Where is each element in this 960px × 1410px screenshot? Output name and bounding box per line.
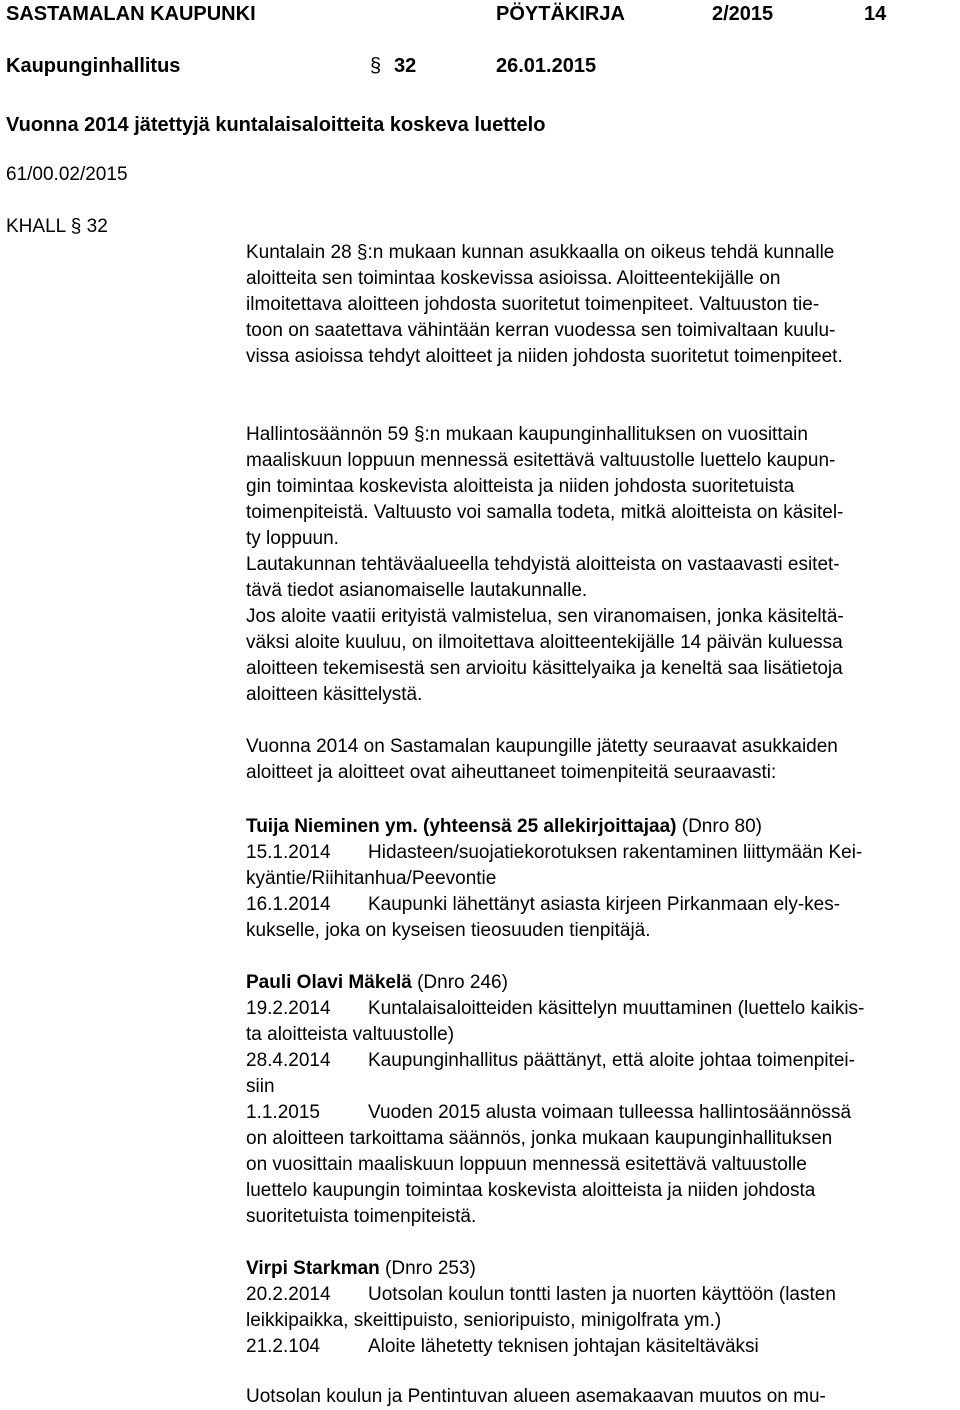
entry-date: 15.1.2014: [246, 842, 331, 863]
text-line: Hallintosäännön 59 §:n mukaan kaupunginhallituksen on vuosittain: [246, 424, 808, 445]
initiative-entry: [246, 1048, 855, 1074]
entry-date: 1.1.2015: [246, 1102, 320, 1123]
file-number: 61/00.02/2015: [6, 164, 128, 185]
section-number: 32: [394, 55, 417, 77]
entry-date: 20.2.2014: [246, 1284, 331, 1305]
entry-text: Aloite lähetetty teknisen johtajan käsiteltäväksi: [368, 1336, 759, 1357]
text-line: aloitteet ja aloitteet ovat aiheuttaneet toimenpiteitä seuraavasti:: [246, 762, 777, 783]
text-line: vissa asioissa tehdyt aloitteet ja niiden johdosta suoritetut toimenpiteet.: [246, 346, 843, 367]
doc-number: 2/2015: [712, 3, 774, 25]
initiative-author: Tuija Nieminen ym. (yhteensä 25 allekirjoittajaa): [246, 816, 677, 837]
text-line: Kuntalain 28 §:n mukaan kunnan asukkaalla on oikeus tehdä kunnalle: [246, 242, 835, 263]
text-line: gin toimintaa koskevista aloitteista ja niiden johdosta suoritetuista: [246, 476, 795, 497]
case-reference: [6, 216, 108, 238]
text-line: Lautakunnan tehtäväalueella tehdyistä aloitteista on vastaavasti esitet-: [246, 554, 840, 575]
meeting-body: Kaupunginhallitus: [6, 55, 181, 77]
text-line: Jos aloite vaatii erityistä valmistelua, sen viranomaisen, jonka käsiteltä-: [246, 606, 844, 627]
initiative-dnro: (Dnro 253): [379, 1258, 476, 1279]
entry-text: Kuntalaisaloitteiden käsittelyn muuttaminen (luettelo kaikis-: [368, 998, 865, 1019]
entry-continuation: on aloitteen tarkoittama säännös, jonka mukaan kaupunginhallituksen: [246, 1128, 833, 1149]
entry-text: Uotsolan koulun tontti lasten ja nuorten käyttöön (lasten: [368, 1284, 836, 1305]
initiative-dnro: (Dnro 80): [676, 816, 762, 837]
entry-date: 16.1.2014: [246, 894, 331, 915]
text-line: Vuonna 2014 on Sastamalan kaupungille jätetty seuraavat asukkaiden: [246, 736, 838, 757]
entry-date: 28.4.2014: [246, 1050, 331, 1071]
initiative-dnro: (Dnro 246): [411, 972, 508, 993]
initiative-author: Pauli Olavi Mäkelä: [246, 972, 412, 993]
entry-text: Kaupunginhallitus päättänyt, että aloite johtaa toimenpitei-: [368, 1050, 855, 1071]
text-line: ty loppuun.: [246, 528, 339, 549]
meeting-date: 26.01.2015: [496, 55, 597, 77]
initiative-entry: [246, 840, 862, 866]
text-line: toimenpiteistä. Valtuusto voi samalla todeta, mitkä aloitteista on käsitel-: [246, 502, 844, 523]
entry-continuation: suoritetuista toimenpiteistä.: [246, 1206, 477, 1227]
entry-continuation: siin: [246, 1076, 275, 1097]
trailing-text: Uotsolan koulun ja Pentintuvan alueen asemakaavan muutos on mu-: [246, 1386, 826, 1407]
initiative-heading: [246, 1256, 476, 1282]
entry-continuation: kyäntie/Riihitanhua/Peevontie: [246, 868, 497, 889]
case-body: KHALL: [6, 216, 66, 237]
text-line: väksi aloite kuuluu, on ilmoitettava aloitteentekijälle 14 päivän kuluessa: [246, 632, 843, 653]
entry-text: Hidasteen/suojatiekorotuksen rakentaminen liittymään Kei-: [368, 842, 863, 863]
entry-continuation: kukselle, joka on kyseisen tieosuuden tienpitäjä.: [246, 920, 651, 941]
entry-date: 21.2.104: [246, 1336, 320, 1357]
doc-type: PÖYTÄKIRJA: [496, 3, 625, 25]
entry-date: 19.2.2014: [246, 998, 331, 1019]
initiative-entry: [246, 1282, 836, 1308]
entry-text: Vuoden 2015 alusta voimaan tulleessa hallintosäännössä: [368, 1102, 852, 1123]
text-line: maaliskuun loppuun mennessä esitettävä valtuustolle luettelo kaupun-: [246, 450, 836, 471]
entry-text: Kaupunki lähettänyt asiasta kirjeen Pirkanmaan ely-kes-: [368, 894, 841, 915]
initiative-entry: [246, 892, 840, 918]
entry-continuation: ta aloitteista valtuustolle): [246, 1024, 455, 1045]
initiative-author: Virpi Starkman: [246, 1258, 380, 1279]
entry-continuation: leikkipaikka, skeittipuisto, senioripuisto, minigolfrata ym.): [246, 1310, 722, 1331]
text-line: aloitteita sen toimintaa koskevissa asioissa. Aloitteentekijälle on: [246, 268, 781, 289]
initiative-entry: [246, 996, 864, 1022]
page-number: 14: [864, 3, 887, 25]
entry-continuation: on vuosittain maaliskuun loppuun mennessä esitettävä valtuustolle: [246, 1154, 807, 1175]
page-title: Vuonna 2014 jätettyjä kuntalaisaloitteita koskeva luettelo: [6, 114, 546, 136]
case-number: 32: [86, 216, 108, 237]
initiative-entry: [246, 1100, 851, 1126]
text-line: ilmoitettava aloitteen johdosta suoritetut toimenpiteet. Valtuuston tie-: [246, 294, 820, 315]
entry-continuation: luettelo kaupungin toimintaa koskevista aloitteista ja niiden johdosta: [246, 1180, 816, 1201]
text-line: aloitteen tekemisestä sen arvioitu käsittelyaika ja keneltä saa lisätietoja: [246, 658, 843, 679]
section-symbol: §: [370, 55, 382, 77]
initiative-heading: [246, 814, 762, 840]
case-symbol: §: [70, 216, 82, 237]
initiative-entry: [246, 1334, 759, 1360]
org-name: SASTAMALAN KAUPUNKI: [6, 3, 256, 25]
text-line: aloitteen käsittelystä.: [246, 684, 423, 705]
text-line: tävä tiedot asianomaiselle lautakunnalle.: [246, 580, 588, 601]
initiative-heading: [246, 970, 508, 996]
text-line: toon on saatettava vähintään kerran vuodessa sen toimivaltaan kuulu-: [246, 320, 836, 341]
